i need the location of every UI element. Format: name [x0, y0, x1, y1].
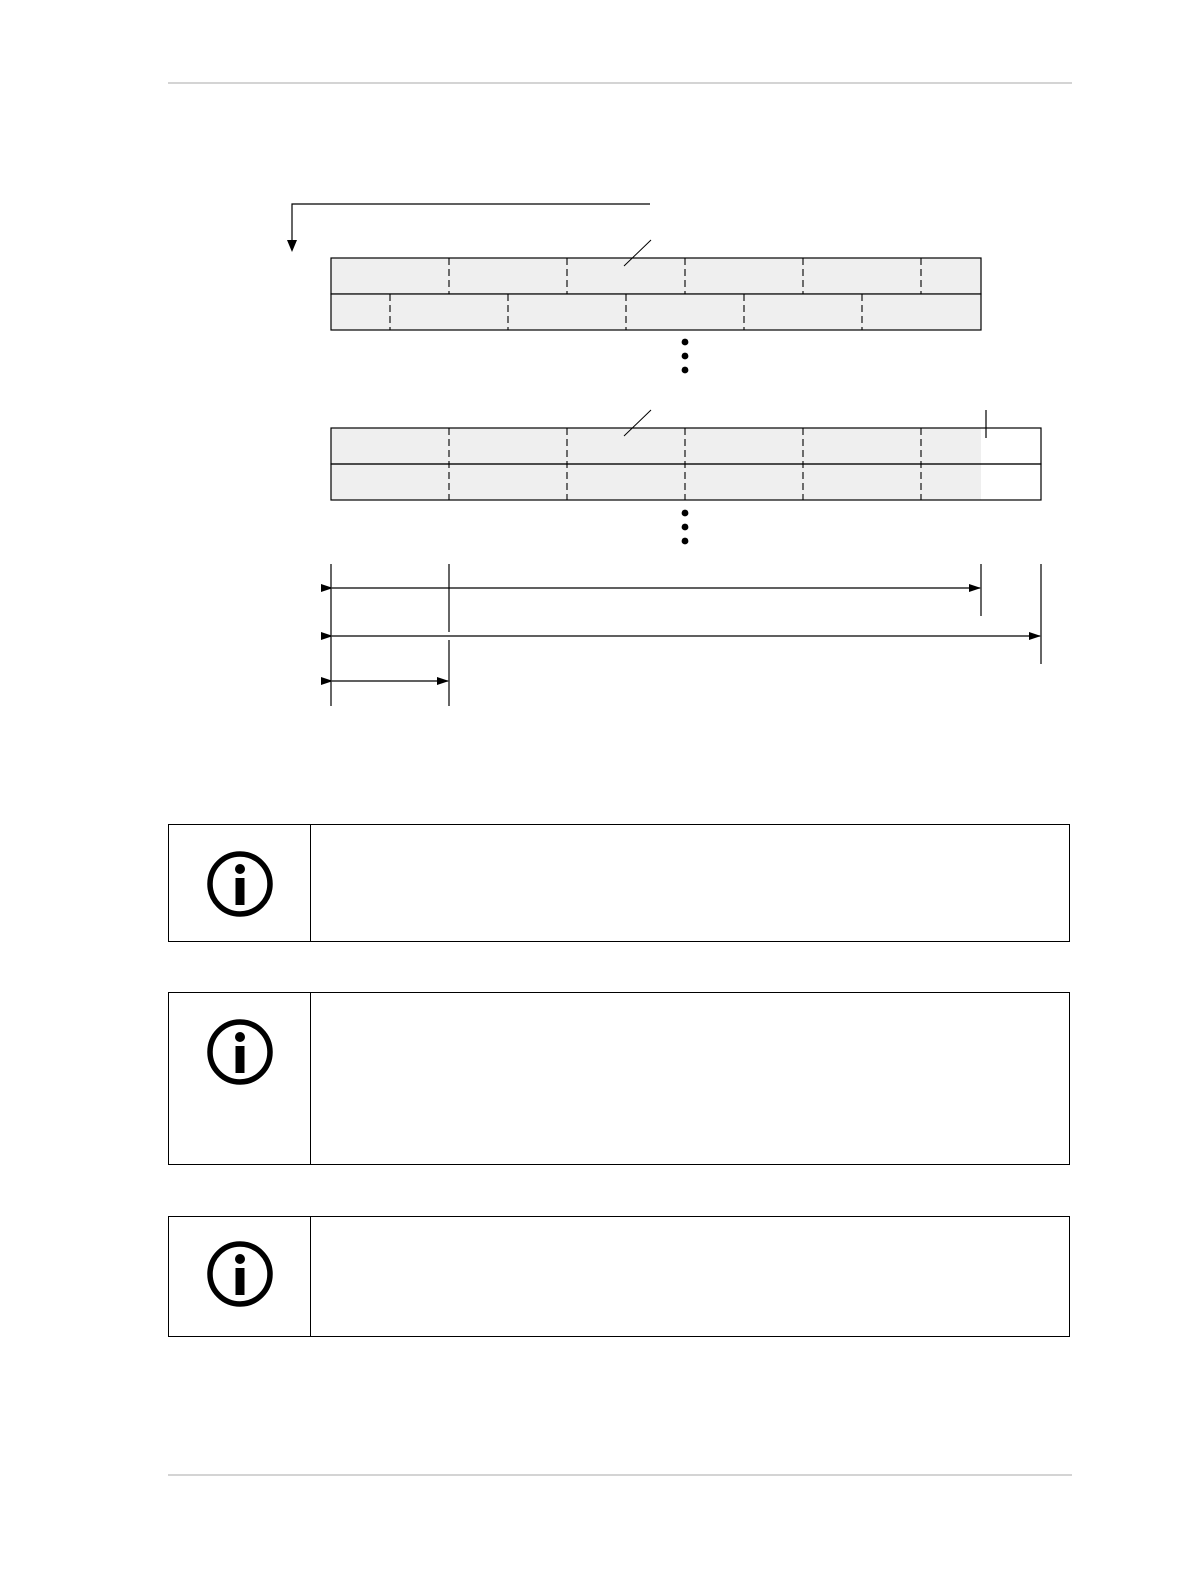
- dimension-lines: [331, 564, 1041, 706]
- vertical-ellipsis-icon: [682, 339, 689, 374]
- note-box-3: [168, 1216, 1070, 1337]
- row-1-1: [331, 258, 981, 294]
- footer-rule: [168, 1474, 1072, 1476]
- note-icon-cell: [169, 1217, 311, 1336]
- memory-layout-diagram: [0, 0, 1190, 760]
- note-box-1: [168, 824, 1070, 942]
- info-circle-icon: [205, 1017, 275, 1087]
- row-1-2: [331, 294, 981, 330]
- vertical-ellipsis-icon: [682, 510, 689, 545]
- row-group-2: [331, 410, 1041, 500]
- note-box-2: [168, 992, 1070, 1165]
- info-circle-icon: [205, 1239, 275, 1309]
- info-circle-icon: [205, 849, 275, 919]
- note-icon-cell: [169, 825, 311, 941]
- row-group-1: [331, 240, 981, 330]
- transfer-direction-arrow: [287, 204, 650, 252]
- note-icon-cell: [169, 993, 311, 1164]
